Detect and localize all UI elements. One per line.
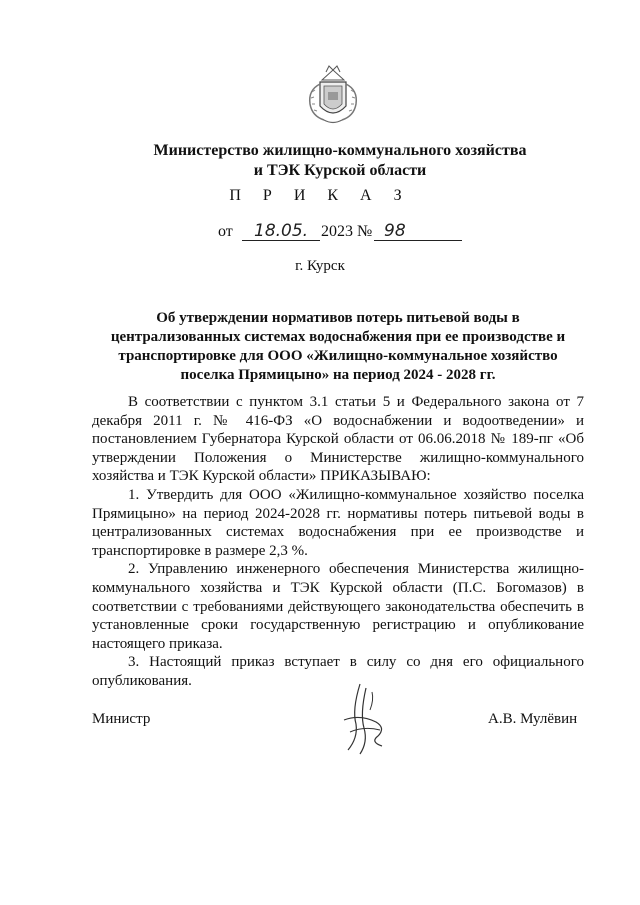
item-1-paragraph: 1. Утвердить для ООО «Жилищно-коммунальное хозяйство поселка Прямицыно» на период 2024-2028 гг. нормативы потерь питьевой воды в централизованных системах водоснабжения при ее производстве и транспортировке в размере 2,3 %. <box>92 486 584 559</box>
preamble-paragraph: В соответствии с пунктом 3.1 статьи 5 и Федерального закона от 7 декабря 2011 г. № 416-ФЗ «О водоснабжении и водоотведении» и постановлением Губернатора Курской области от 06.06.2018 № 189-пг «Об утверждении Положения о Министерстве жилищно-коммунального хозяйства и ТЭК Курской области» ПРИКАЗЫВАЮ: <box>92 394 584 485</box>
subject-line-1: Об утверждении нормативов потерь питьевой воды в <box>156 310 520 326</box>
signatory-name: А.В. Мулёвин <box>488 711 578 727</box>
signature-icon <box>330 680 400 762</box>
ministry-line-2: и ТЭК Курской области <box>253 162 427 179</box>
item-3-paragraph: 3. Настоящий приказ вступает в силу со дня его официального опубликования. <box>92 654 584 689</box>
order-date-line <box>218 221 478 243</box>
date-year: 2023 № <box>321 223 373 240</box>
subject-line-2: централизованных системах водоснабжения при ее производстве и <box>110 329 566 345</box>
subject-line-3: транспортировке для ООО «Жилищно-коммунальное хозяйство <box>118 348 558 364</box>
signatory-role: Министр <box>92 711 151 727</box>
order-number-handwritten: 98 <box>384 221 406 241</box>
ministry-line-1: Министерство жилищно-коммунального хозяйства <box>153 142 527 159</box>
order-body <box>92 393 584 691</box>
ministry-name <box>100 141 580 181</box>
order-subject <box>108 309 568 385</box>
date-prefix: от <box>218 223 233 240</box>
date-handwritten: 18.05. <box>254 221 309 241</box>
subject-line-4: поселка Прямицыно» на период 2024 - 2028 гг. <box>180 367 496 383</box>
coat-of-arms-icon <box>302 62 364 128</box>
order-title: П Р И К А З <box>229 187 411 204</box>
item-2-paragraph: 2. Управлению инженерного обеспечения Министерства жилищно-коммунального хозяйства и ТЭК Курской области (П.С. Богомазов) в соответствии с требованиями действующего законодательства обеспечить в установленные сроки государственную регистрацию и опубликование настоящего приказа. <box>92 561 584 652</box>
city: г. Курск <box>295 258 345 274</box>
